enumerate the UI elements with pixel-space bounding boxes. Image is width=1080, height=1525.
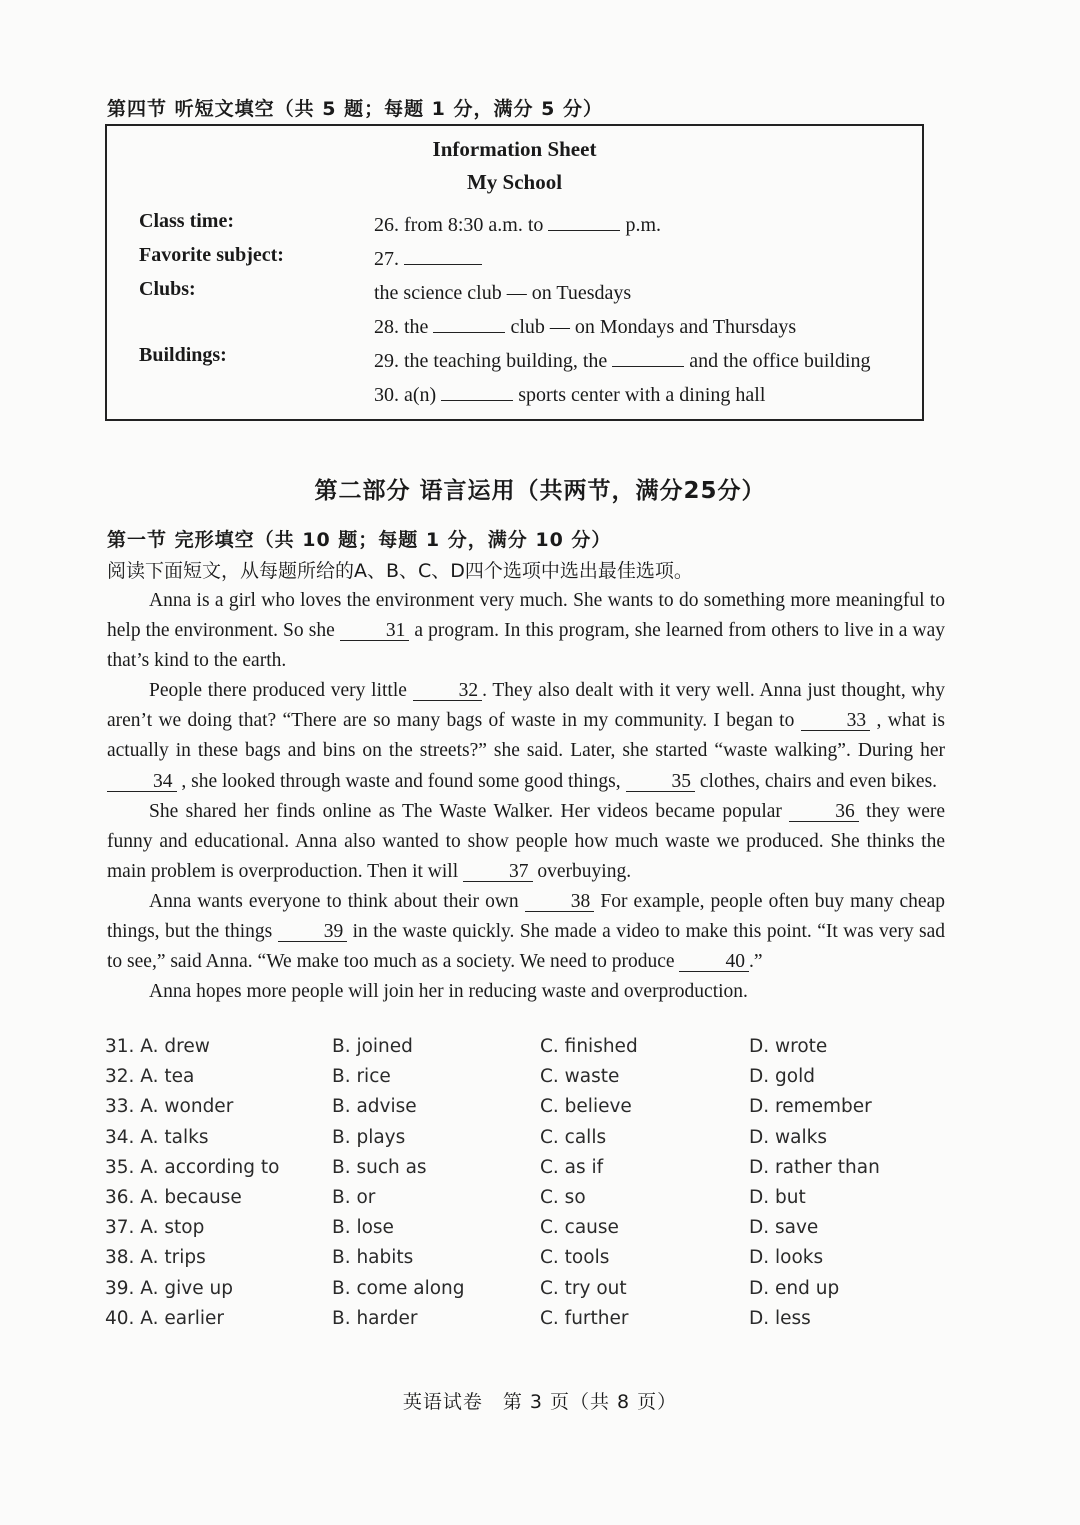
option-a: 31. A. drew	[105, 1036, 210, 1057]
item-29	[374, 350, 871, 373]
option-b: B. harder	[332, 1307, 418, 1329]
option-c: C. try out	[540, 1277, 627, 1299]
gap-39: 39	[278, 923, 348, 942]
information-sheet-box	[105, 124, 924, 421]
p4-text-a: Anna wants everyone to think about their own	[149, 890, 519, 912]
p4-text-b: For example, people often buy many cheap things, but the things	[107, 890, 945, 943]
item-28	[374, 316, 796, 339]
gap-37: 37	[463, 863, 533, 882]
option-d: D. walks	[749, 1126, 827, 1148]
gap-34: 34	[107, 773, 177, 792]
option-d: D. looks	[749, 1247, 824, 1269]
p2-text-c: , what is actually in these bags and bins on the streets?” she said. Later, she started “waste walking”. During her	[107, 710, 945, 762]
section1-heading: 第一节 完形填空（共 10 题；每题 1 分，满分 10 分）	[107, 529, 612, 551]
option-d: D. end up	[749, 1277, 840, 1299]
option-b: B. or	[332, 1186, 376, 1208]
option-c: C. cause	[540, 1217, 619, 1239]
item-26-text: 26. from 8:30 a.m. to	[374, 214, 544, 236]
item-science-club: the science club — on Tuesdays	[374, 282, 632, 304]
option-d: D. but	[749, 1186, 806, 1208]
p4-text-d: .”	[748, 951, 763, 973]
option-d: D. save	[749, 1217, 819, 1239]
item-28-text: 28. the	[374, 316, 429, 338]
cloze-instruction: 阅读下面短文，从每题所给的A、B、C、D四个选项中选出最佳选项。	[107, 560, 693, 582]
option-c: C. waste	[540, 1066, 620, 1088]
option-a: 39. A. give up	[105, 1277, 233, 1299]
label-buildings: Buildings:	[139, 344, 227, 366]
option-c: C. further	[540, 1307, 629, 1329]
paragraph-4	[107, 887, 945, 977]
option-row-37	[105, 1217, 945, 1247]
option-a: 32. A. tea	[105, 1066, 195, 1088]
option-row-36	[105, 1187, 945, 1217]
option-b: B. such as	[332, 1156, 427, 1178]
option-b: B. advise	[332, 1096, 417, 1118]
option-c: C. calls	[540, 1126, 607, 1148]
item-30	[374, 384, 765, 407]
p1-text-a: Anna is a girl who loves the environment very much. She wants to do something more meaningful to help the environment. So she	[107, 590, 945, 642]
option-c: C. so	[540, 1186, 586, 1208]
option-a: 38. A. trips	[105, 1247, 206, 1269]
answer-blank-27	[404, 250, 482, 265]
option-a: 33. A. wonder	[105, 1096, 234, 1118]
option-a: 36. A. because	[105, 1186, 242, 1208]
item-29-rest: and the office building	[689, 350, 871, 372]
gap-31: 31	[340, 622, 410, 641]
p1-text-b: a program. In this program, she learned from others to live in a way that’s kind to the earth.	[107, 620, 945, 672]
p2-text-e: clothes, chairs and even bikes.	[699, 770, 938, 792]
option-row-31	[105, 1036, 945, 1066]
option-a: 37. A. stop	[105, 1217, 205, 1239]
option-b: B. lose	[332, 1217, 394, 1239]
option-a: 40. A. earlier	[105, 1307, 224, 1329]
option-d: D. remember	[749, 1096, 872, 1118]
option-row-34	[105, 1127, 945, 1157]
option-row-40	[105, 1308, 945, 1338]
info-sheet-subtitle: My School	[466, 170, 563, 194]
p2-text-b: . They also dealt with it very well. Anna just thought, why aren’t we doing that? “There are so many bags of waste in my community. I began to	[107, 680, 946, 732]
answer-blank-29	[612, 352, 684, 367]
item-30-text: 30. a(n)	[374, 384, 437, 406]
option-d: D. wrote	[749, 1036, 828, 1057]
item-28-rest: club — on Mondays and Thursdays	[510, 316, 797, 338]
paragraph-5: Anna hopes more people will join her in reducing waste and overproduction.	[149, 981, 748, 1003]
option-b: B. plays	[332, 1126, 406, 1148]
part2-heading: 第二部分 语言运用（共两节，满分25分）	[314, 478, 766, 504]
p3-text-c: overbuying.	[537, 860, 632, 882]
option-b: B. rice	[332, 1066, 391, 1088]
p3-text-a: She shared her finds online as The Waste Walker. Her videos became popular	[149, 800, 782, 822]
gap-35: 35	[626, 773, 696, 792]
option-row-35	[105, 1157, 945, 1187]
answer-blank-26	[548, 216, 620, 231]
p4-text-c: in the waste quickly. She made a video to make this point. “It was very sad to see,” said Anna. “We make too much as a society. We need to produce	[107, 921, 946, 973]
p2-text-d: , she looked through waste and found some good things,	[181, 770, 621, 792]
gap-38: 38	[525, 893, 595, 912]
paragraph-1	[107, 586, 945, 676]
label-favorite-subject: Favorite subject:	[139, 244, 284, 266]
label-clubs: Clubs:	[139, 278, 196, 300]
option-c: C. tools	[540, 1247, 610, 1269]
gap-32: 32	[413, 682, 483, 701]
option-c: C. finished	[540, 1036, 638, 1057]
option-d: D. rather than	[749, 1156, 880, 1178]
info-sheet-title: Information Sheet	[432, 137, 597, 161]
option-row-33	[105, 1096, 945, 1126]
p2-text-a: People there produced very little	[149, 680, 407, 702]
option-d: D. less	[749, 1307, 811, 1329]
gap-33: 33	[801, 712, 871, 731]
gap-36: 36	[789, 803, 859, 822]
option-a: 35. A. according to	[105, 1156, 280, 1178]
option-row-39	[105, 1278, 945, 1308]
item-27	[374, 248, 482, 271]
label-class-time: Class time:	[139, 210, 234, 232]
answer-blank-30	[441, 386, 513, 401]
item-29-text: 29. the teaching building, the	[374, 350, 608, 372]
option-row-32	[105, 1066, 945, 1096]
answer-blank-28	[433, 318, 505, 333]
cloze-passage	[107, 586, 945, 1007]
page-footer: 英语试卷 第 3 页（共 8 页）	[402, 1391, 678, 1413]
paragraph-2	[107, 676, 945, 796]
p3-text-b: they were funny and educational. Anna also wanted to show people how much waste we produced. She thinks the main problem is overproduction. Then it will	[107, 800, 946, 882]
answer-options	[105, 1036, 945, 1338]
item-26-unit: p.m.	[625, 214, 661, 236]
item-26	[374, 214, 661, 237]
option-c: C. as if	[540, 1156, 604, 1178]
option-c: C. believe	[540, 1096, 632, 1118]
section4-heading: 第四节 听短文填空（共 5 题；每题 1 分，满分 5 分）	[107, 98, 603, 120]
option-b: B. joined	[332, 1036, 413, 1057]
item-27-text: 27.	[374, 248, 399, 270]
option-row-38	[105, 1247, 945, 1277]
gap-40: 40	[679, 953, 749, 972]
option-b: B. come along	[332, 1277, 465, 1299]
paragraph-3	[107, 797, 945, 887]
option-b: B. habits	[332, 1247, 414, 1269]
option-d: D. gold	[749, 1066, 815, 1088]
option-a: 34. A. talks	[105, 1126, 209, 1148]
item-30-rest: sports center with a dining hall	[518, 384, 766, 406]
